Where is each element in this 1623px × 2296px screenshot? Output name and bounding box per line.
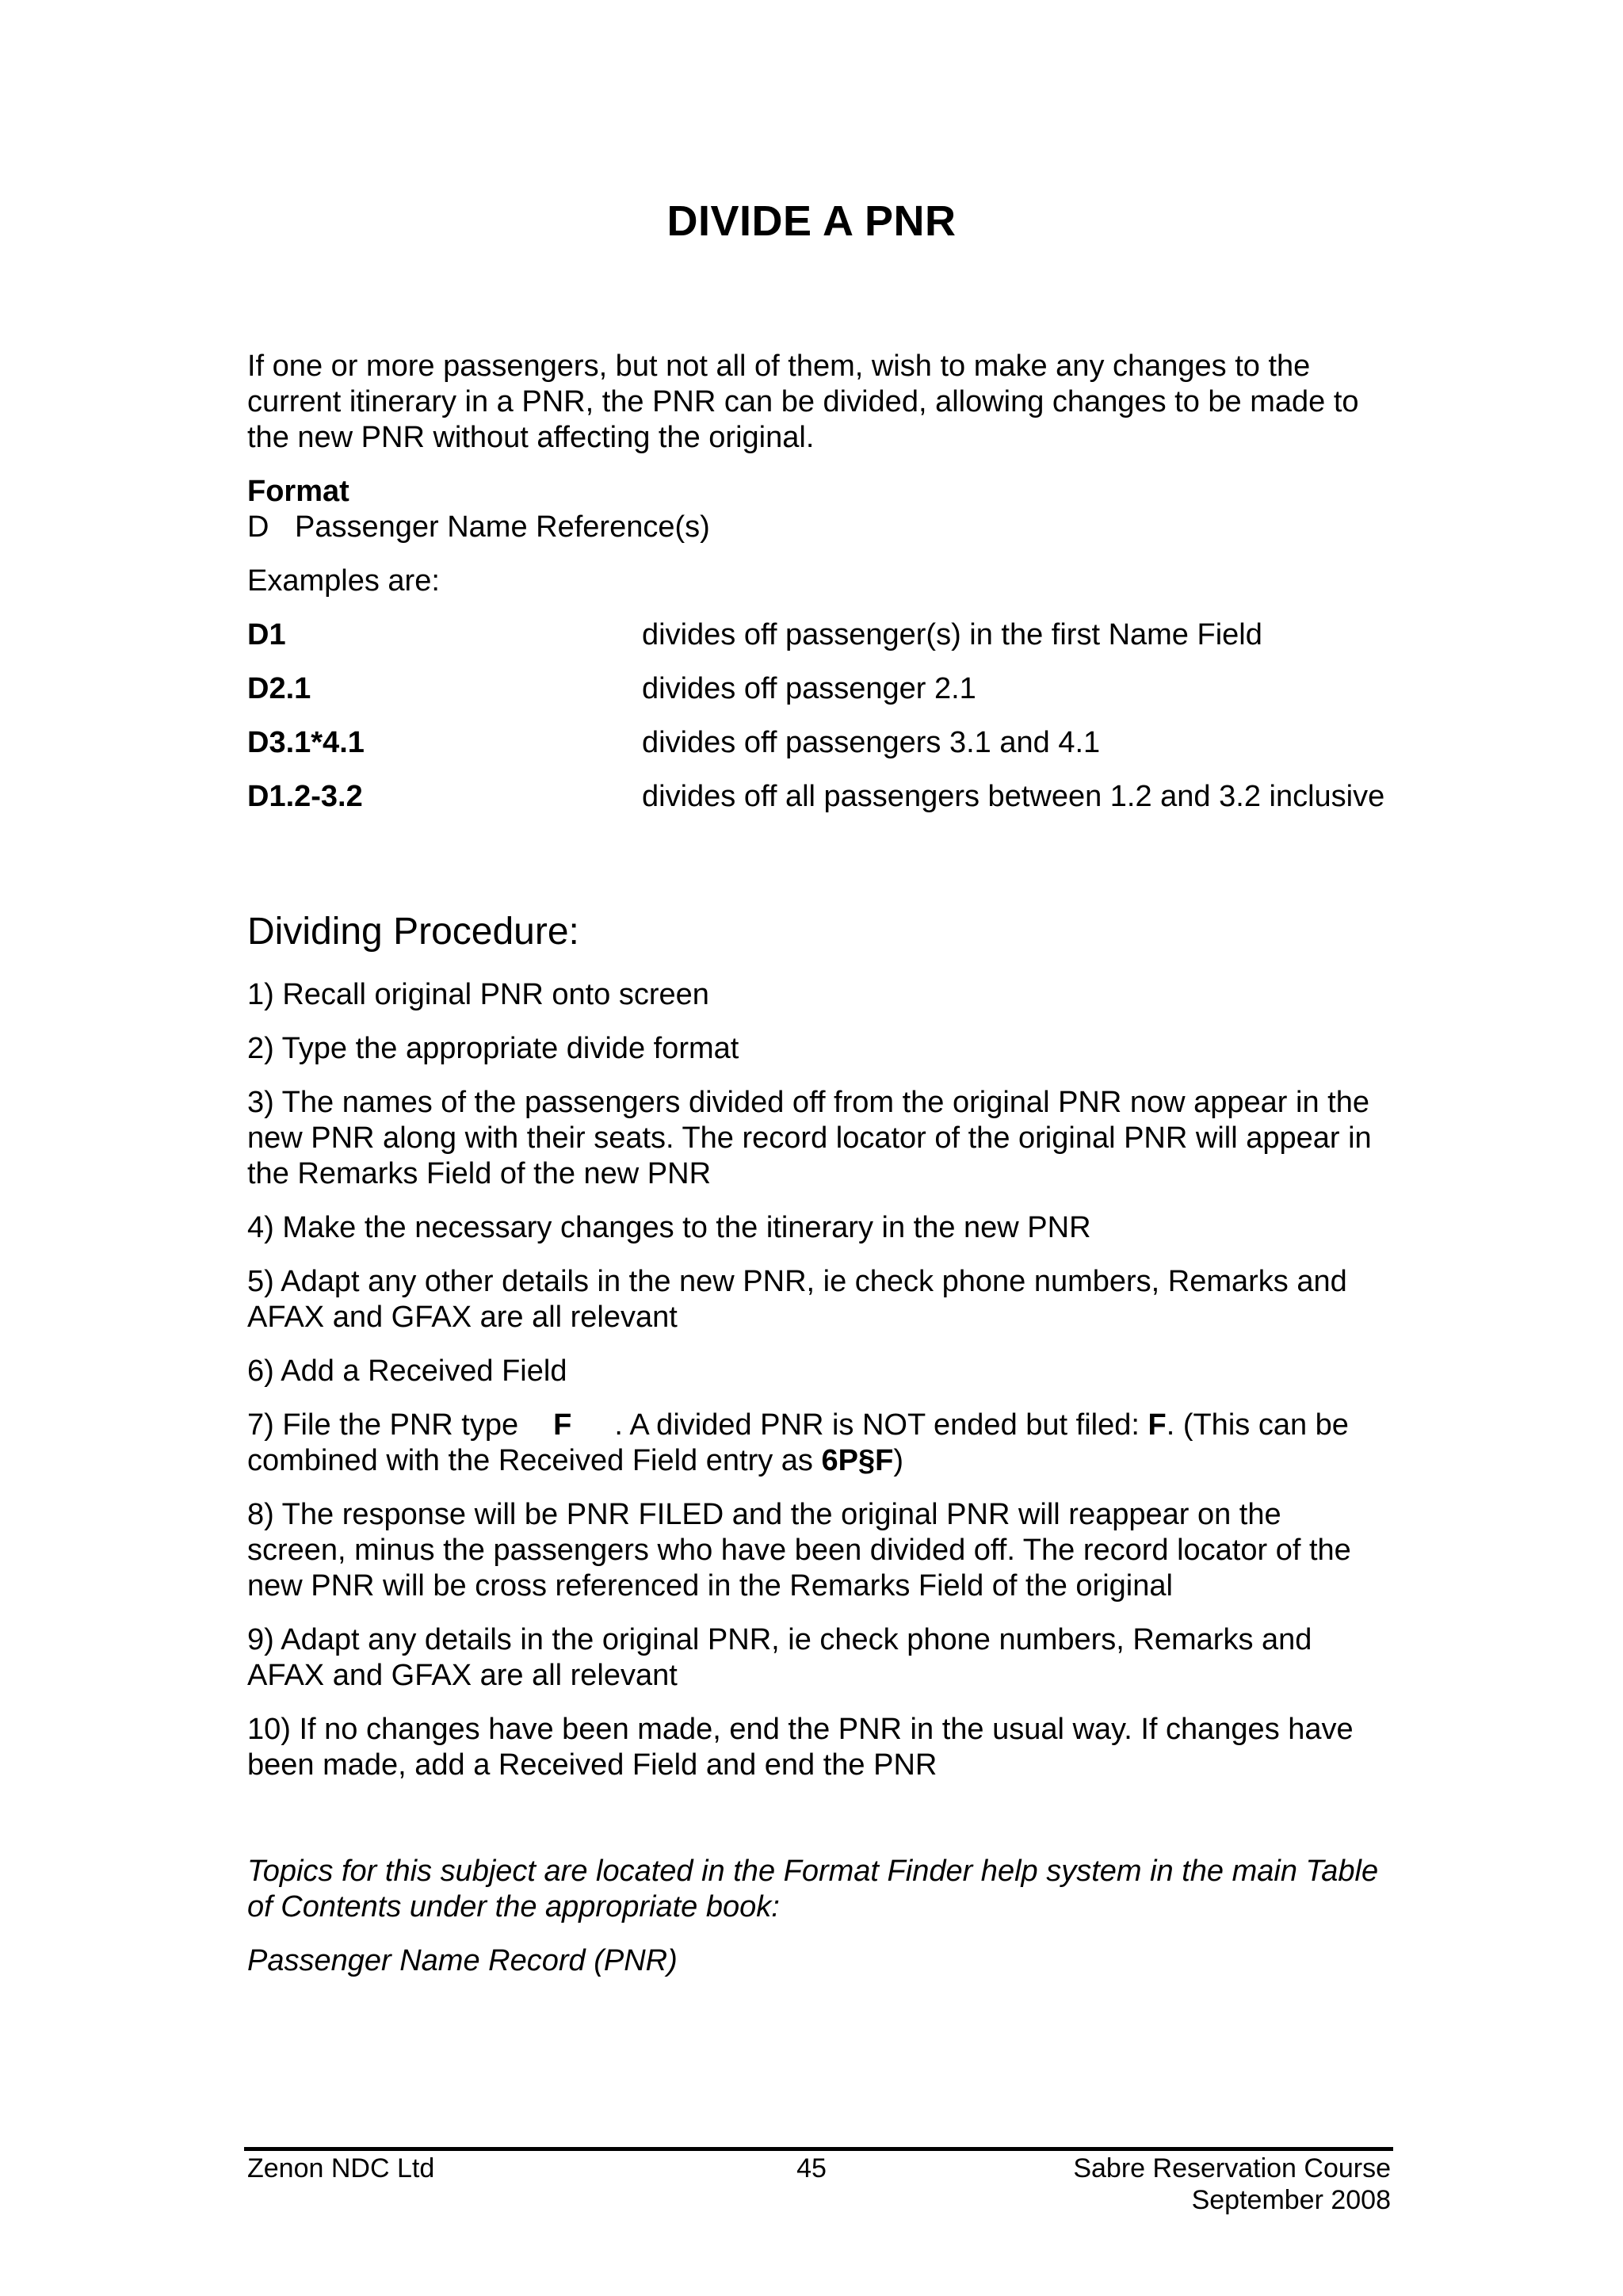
topics-book: Passenger Name Record (PNR) — [247, 1944, 678, 1977]
topics-line: of Contents under the appropriate book: — [247, 1890, 780, 1924]
step-line: AFAX and GFAX are all relevant — [247, 1301, 678, 1334]
step-line: 5) Adapt any other details in the new PNR, ie check phone numbers, Remarks and — [247, 1265, 1347, 1298]
step-text: . A divided PNR is NOT ended but filed: — [614, 1408, 1140, 1442]
footer-date: September 2008 — [1191, 2185, 1391, 2215]
step-line: 3) The names of the passengers divided off from the original PNR now appear in the — [247, 1086, 1369, 1119]
procedure-step-2: 2) Type the appropriate divide format — [247, 1032, 739, 1065]
topics-line: Topics for this subject are located in the Format Finder help system in the main Table — [247, 1855, 1379, 1888]
step-line: new PNR along with their seats. The record locator of the original PNR will appear in — [247, 1121, 1372, 1155]
format-code-f: F — [1148, 1408, 1167, 1442]
procedure-step-8 — [247, 1497, 1396, 1604]
step-line: been made, add a Received Field and end the PNR — [247, 1748, 938, 1782]
page-title: DIVIDE A PNR — [666, 197, 957, 245]
step-text: 7) File the PNR type — [247, 1408, 519, 1442]
procedure-step-7 — [247, 1408, 1396, 1479]
procedure-step-3 — [247, 1085, 1396, 1192]
format-heading: Format — [247, 475, 349, 508]
step-text: combined with the Received Field entry as — [247, 1444, 813, 1477]
example-description: divides off passengers 3.1 and 4.1 — [642, 726, 1101, 759]
example-code: D3.1*4.1 — [247, 726, 365, 759]
procedure-step-10 — [247, 1712, 1396, 1783]
step-line: screen, minus the passengers who have been divided off. The record locator of the — [247, 1534, 1351, 1567]
topics-note — [247, 1854, 1396, 1925]
footer-course-title: Sabre Reservation Course — [1073, 2153, 1391, 2183]
format-section — [247, 474, 1396, 545]
example-description: divides off passenger(s) in the first Name Field — [642, 618, 1262, 651]
intro-line: the new PNR without affecting the original. — [247, 421, 815, 454]
example-code: D1 — [247, 618, 286, 651]
step-line: 9) Adapt any details in the original PNR, ie check phone numbers, Remarks and — [247, 1623, 1312, 1656]
procedure-step-1: 1) Recall original PNR onto screen — [247, 978, 709, 1011]
footer-divider — [244, 2147, 1393, 2151]
procedure-heading: Dividing Procedure: — [247, 911, 579, 953]
intro-paragraph — [247, 349, 1396, 456]
format-description: Passenger Name Reference(s) — [295, 510, 710, 544]
step-line — [247, 1443, 1396, 1479]
procedure-step-9 — [247, 1622, 1396, 1694]
procedure-step-4: 4) Make the necessary changes to the itinerary in the new PNR — [247, 1211, 1091, 1244]
step-text: . (This can be — [1166, 1408, 1349, 1442]
step-line: 10) If no changes have been made, end the PNR in the usual way. If changes have — [247, 1713, 1354, 1746]
procedure-step-5 — [247, 1264, 1396, 1335]
received-file-code: 6P§F — [821, 1444, 894, 1477]
procedure-step-6: 6) Add a Received Field — [247, 1354, 567, 1388]
format-line — [247, 510, 1396, 545]
example-code: D1.2-3.2 — [247, 780, 363, 813]
step-line: new PNR will be cross referenced in the Remarks Field of the original — [247, 1569, 1173, 1603]
page-number: 45 — [796, 2153, 827, 2183]
step-line: 8) The response will be PNR FILED and the original PNR will reappear on the — [247, 1498, 1281, 1531]
example-description: divides off all passengers between 1.2 and 3.2 inclusive — [642, 780, 1385, 813]
intro-line: If one or more passengers, but not all of them, wish to make any changes to the — [247, 350, 1311, 383]
format-code-f: F — [553, 1408, 572, 1442]
step-line — [247, 1408, 1396, 1443]
format-code: D — [247, 510, 269, 544]
step-text: ) — [893, 1444, 903, 1477]
intro-line: current itinerary in a PNR, the PNR can be divided, allowing changes to be made to — [247, 385, 1359, 418]
examples-label: Examples are: — [247, 564, 440, 598]
step-line: the Remarks Field of the new PNR — [247, 1157, 712, 1190]
example-code: D2.1 — [247, 672, 311, 705]
example-description: divides off passenger 2.1 — [642, 672, 976, 705]
footer-course-info — [1073, 2153, 1391, 2216]
footer-company: Zenon NDC Ltd — [247, 2153, 435, 2183]
step-line: AFAX and GFAX are all relevant — [247, 1659, 678, 1692]
